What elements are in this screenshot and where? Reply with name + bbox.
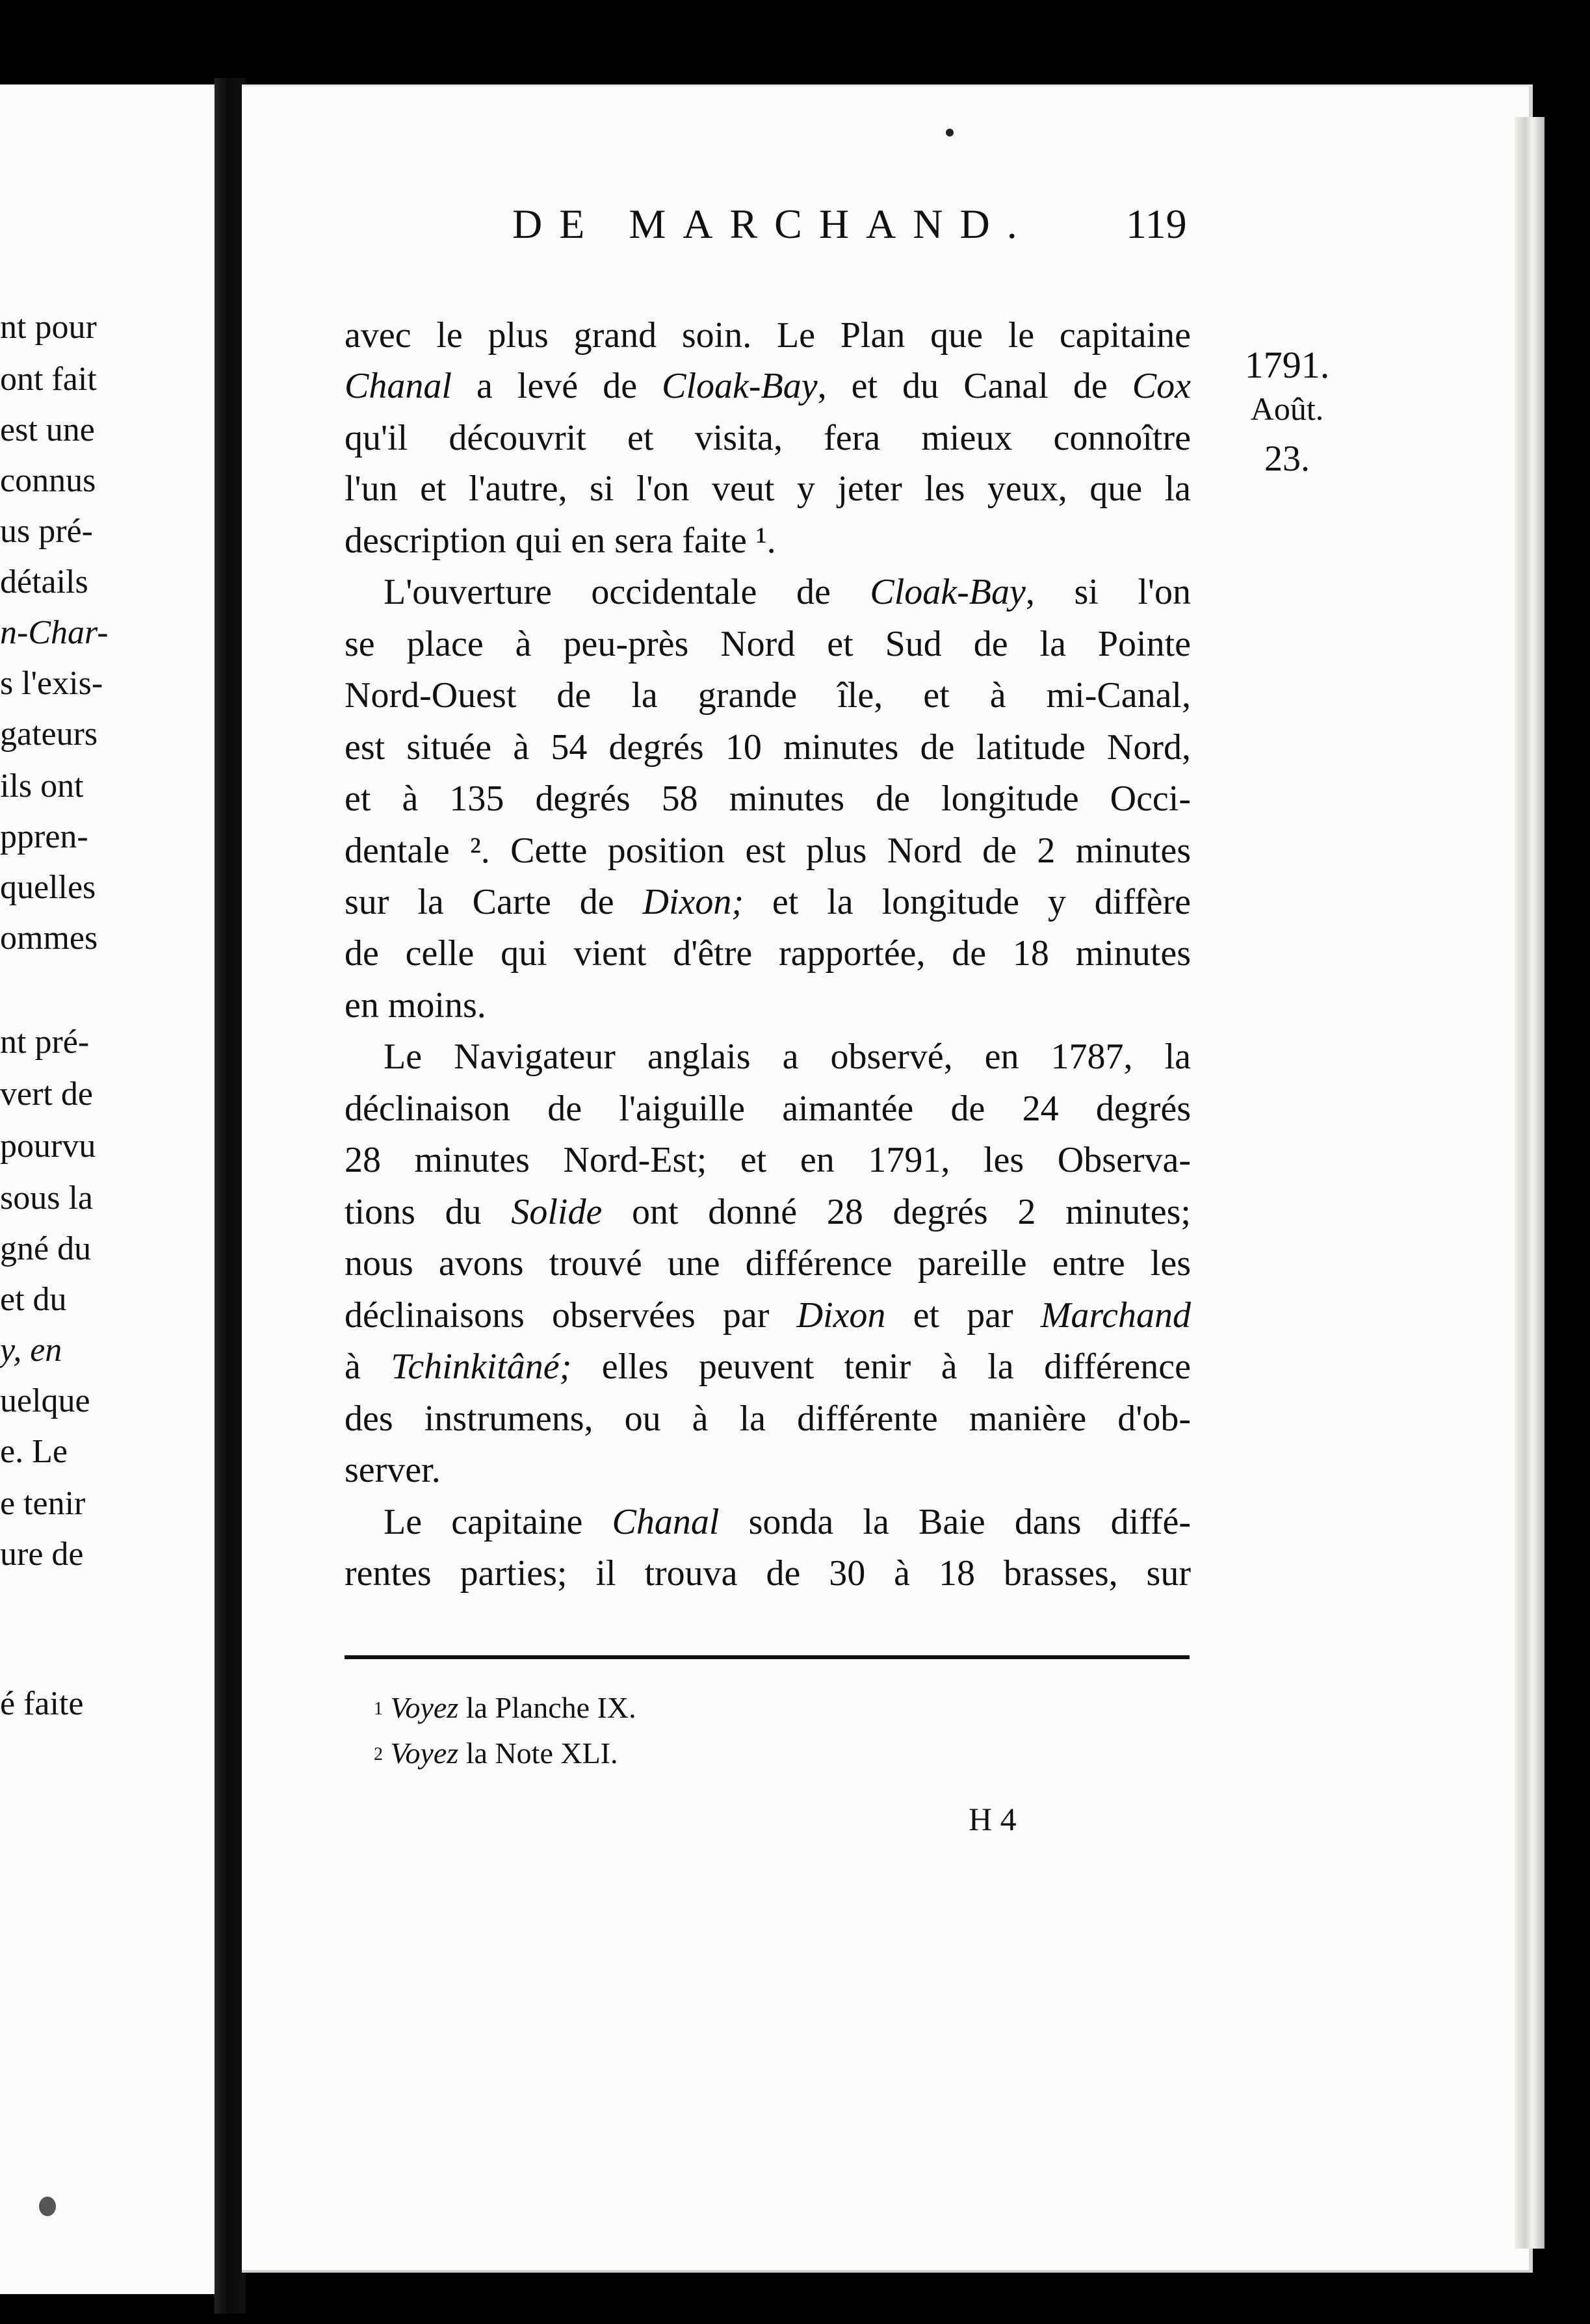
left-page-line: est une [0,411,95,448]
italic-term: Marchand [1040,1295,1191,1336]
body-line [345,675,1191,716]
body-line [384,1036,1191,1078]
text-run: a levé de [451,366,662,406]
footnote-italic: Voyez [390,1691,459,1724]
left-page-line: uelque [0,1382,90,1419]
left-page-line: e tenir [0,1485,86,1522]
left-page-line: nt pour [0,309,97,346]
left-facing-page [0,84,221,2294]
body-line [384,571,1191,613]
left-page-line: ils ont [0,768,84,805]
body-line [345,315,1191,356]
text-run: nous avons trouvé une différence pareille entre les [345,1243,1191,1284]
left-page-line: y, en [0,1332,62,1369]
running-title: DE MARCHAND. [512,201,1034,247]
left-page-line: vert de [0,1076,93,1113]
italic-term: Chanal [612,1502,720,1542]
text-run: est située à 54 degrés 10 minutes de latitude Nord, [345,727,1191,768]
body-line [345,417,1191,459]
body-line [345,778,1191,820]
body-line [384,1501,1191,1543]
body-line [345,727,1191,768]
footnote-mark: 1 [374,1699,383,1719]
text-run: de celle qui vient d'être rapportée, de 18 minutes [345,933,1191,974]
text-run: Nord-Ouest de la grande île, et à mi-Canal, [345,675,1191,716]
text-run: , et du Canal de [817,366,1132,406]
book-gutter [215,78,246,2314]
left-page-line: n-Char- [0,614,109,651]
italic-term: Dixon; [642,882,744,922]
left-page-line: gateurs [0,716,98,753]
footnote-text: la Planche IX. [458,1691,636,1724]
body-line [345,1139,1191,1181]
body-line [345,985,1191,1026]
left-page-line: ure de [0,1536,84,1573]
left-page-line: nt pré- [0,1024,90,1061]
text-run: se place à peu-près Nord et Sud de la Pointe [345,624,1191,664]
body-line [345,830,1191,872]
left-page-line: gné du [0,1230,92,1267]
text-run: sur la Carte de [345,882,643,922]
footnote-text: la Note XLI. [458,1737,618,1770]
text-run: elles peuvent tenir à la différence [571,1347,1192,1387]
page-number: 119 [1126,201,1187,247]
italic-term: Cloak-Bay [870,572,1026,612]
text-run: qu'il découvrit et visita, fera mieux connoître [345,418,1191,458]
footnote-2 [374,1735,618,1772]
body-line [345,933,1191,974]
body-line [345,1243,1191,1284]
text-run: L'ouverture occidentale de [384,572,870,612]
left-page-line: e. Le [0,1433,68,1470]
body-line [345,1191,1191,1233]
ink-speck [39,2197,56,2216]
body-line [345,623,1191,665]
text-run: description qui en sera faite ¹. [345,521,776,561]
left-page-line: ppren- [0,818,88,855]
body-line [345,1449,1191,1491]
body-line [345,365,1191,407]
body-line [345,881,1191,923]
body-line [345,1346,1191,1388]
margin-note-year: 1791. [1244,344,1330,386]
left-page-line: pourvu [0,1128,96,1165]
text-run: déclinaison de l'aiguille aimantée de 24 degrés [345,1089,1191,1129]
signature-mark: H 4 [969,1801,1017,1837]
left-page-line: connus [0,462,96,499]
ink-speck [946,129,954,136]
body-line [345,1088,1191,1130]
text-run: Le Navigateur anglais a observé, en 1787, la [384,1037,1191,1077]
text-run: 28 minutes Nord-Est; et en 1791, les Observa- [345,1140,1191,1180]
text-run: des instrumens, ou à la différente manière d'ob- [345,1399,1191,1439]
text-run: dentale ². Cette position est plus Nord de 2 minutes [345,831,1191,871]
italic-term: Solide [511,1192,603,1232]
text-run: à [345,1347,391,1387]
left-page-line: é faite [0,1685,84,1722]
body-line [345,520,1191,562]
margin-note-day: 23. [1264,439,1310,479]
footnote-rule [345,1655,1190,1659]
text-run: déclinaisons observées par [345,1295,797,1336]
text-run: Le capitaine [384,1502,612,1542]
left-page-line: ommes [0,920,98,957]
text-run: avec le plus grand soin. Le Plan que le capitaine [345,315,1191,355]
text-run: tions du [345,1192,512,1232]
left-page-line: détails [0,563,88,600]
footnote-italic: Voyez [390,1737,459,1770]
left-page-line: us pré- [0,513,93,550]
left-page-line: et du [0,1281,67,1318]
text-run: sonda la Baie dans diffé- [719,1502,1191,1542]
text-run: rentes parties; il trouva de 30 à 18 brasses, sur [345,1553,1191,1594]
text-run: et à 135 degrés 58 minutes de longitude Occi- [345,779,1191,819]
footnote-1 [374,1690,636,1726]
italic-term: Cox [1132,366,1191,406]
italic-term: Dixon [796,1295,886,1336]
text-run: en moins. [345,985,486,1026]
text-run: et par [885,1295,1041,1336]
text-run: et la longitude y diffère [744,882,1192,922]
footnote-mark: 2 [374,1744,383,1764]
body-line [345,1398,1191,1440]
text-run: server. [345,1450,441,1490]
left-page-line: s l'exis- [0,665,103,702]
text-run: ont donné 28 degrés 2 minutes; [602,1192,1191,1232]
body-line [345,1553,1191,1594]
left-page-line: ont fait [0,361,97,398]
italic-term: Tchinkitâné; [391,1347,572,1387]
left-page-line: quelles [0,869,96,906]
page-edge [1515,117,1544,2249]
italic-term: Chanal [345,366,452,406]
body-line [345,1295,1191,1336]
margin-note-month: Août. [1250,391,1324,427]
body-line [345,468,1191,510]
text-run: l'un et l'autre, si l'on veut y jeter les yeux, que la [345,469,1191,509]
text-run: , si l'on [1025,572,1192,612]
left-page-line: sous la [0,1180,93,1217]
italic-term: Cloak-Bay [662,366,818,406]
